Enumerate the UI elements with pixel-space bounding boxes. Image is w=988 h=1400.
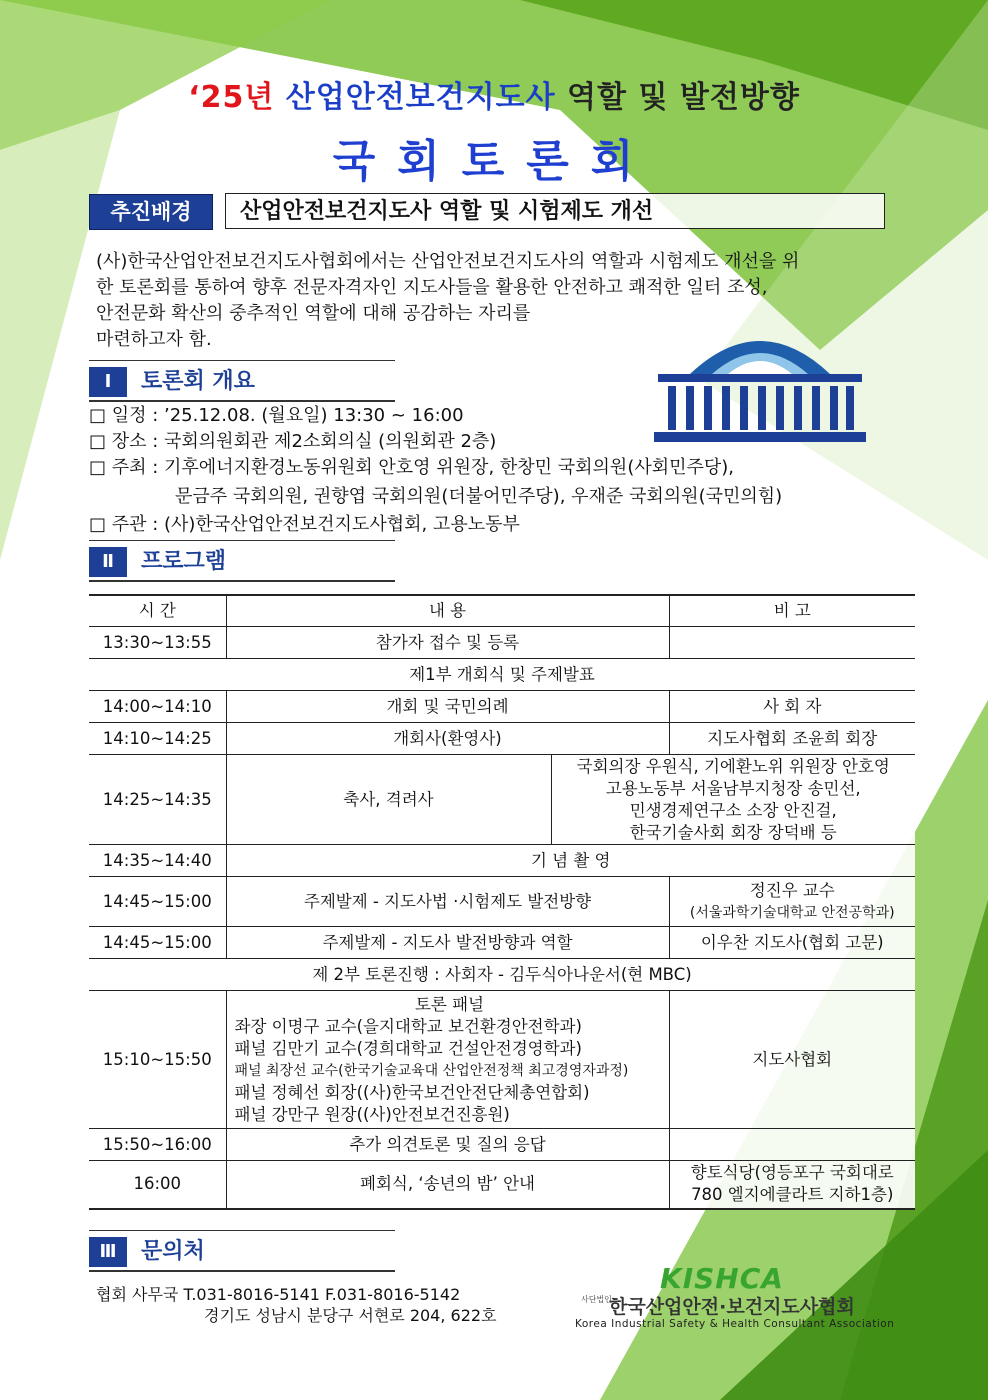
note-line: 향토식당(영등포구 국회대로 (690, 1163, 894, 1183)
table-row (89, 845, 915, 877)
background-heading: 산업안전보건지도사 역할 및 시험제도 개선 (225, 193, 885, 229)
info-host: □ 주최 : 기후에너지환경노동위원회 안호영 위원장, 한창민 국회의원(사회민주당), (89, 457, 735, 478)
table-row (89, 723, 915, 755)
part-title: 제 2부 토론진행 : 사회자 - 김두식아나운서(현 MBC) (89, 959, 915, 991)
time-cell: 14:45~15:00 (89, 927, 226, 959)
intro-line: 안전문화 확산의 중추적인 역할에 대해 공감하는 자리를 (96, 303, 531, 324)
poster-subtitle (0, 72, 988, 116)
divider (89, 1230, 395, 1231)
note-line: 민생경제연구소 소장 안진걸, (629, 800, 837, 820)
logo-sub: 사단법인 (581, 1295, 612, 1304)
contact-address: 경기도 성남시 분당구 서현로 204, 622호 (204, 1306, 497, 1325)
note-line: 고용노동부 서울남부지청장 송민선, (605, 778, 861, 798)
table-row (89, 991, 915, 1129)
column-header: 내 용 (226, 595, 669, 627)
page-title: 국회토론회 (332, 136, 656, 187)
section-title: 문의처 (141, 1239, 205, 1264)
divider (89, 400, 395, 402)
time-cell: 14:00~14:10 (89, 691, 226, 723)
note-cell: 이우찬 지도사(협회 고문) (669, 927, 915, 959)
note-cell (669, 1161, 915, 1209)
panel-cell (226, 991, 669, 1129)
time-cell: 16:00 (89, 1161, 226, 1209)
intro-line: 마련하고자 함. (96, 329, 212, 350)
note-line: 국회의장 우원식, 기에환노위 위원장 안호영 (576, 756, 890, 776)
note-cell: 사 회 자 (669, 691, 915, 723)
content-cell: 주제발제 - 지도사법 ·시험제도 발전방향 (226, 877, 669, 927)
subtitle-rest: 역할 및 발전방향 (567, 80, 800, 115)
intro-line: (사)한국산업안전보건지도사협회에서는 산업안전보건지도사의 역할과 시험제도 개선을 위 (96, 251, 800, 272)
time-cell: 13:30~13:55 (89, 627, 226, 659)
content-cell: 참가자 접수 및 등록 (226, 627, 669, 659)
panel-member: 패널 최장선 교수(한국기술교육대 산업안전정책 최고경영자과정) (234, 1062, 629, 1079)
logo-english-name: Korea Industrial Safety & Health Consultant Association (575, 1318, 895, 1330)
content-cell: 개회 및 국민의례 (226, 691, 669, 723)
time-cell: 15:50~16:00 (89, 1129, 226, 1161)
program-table (89, 594, 915, 1210)
info-organizer: □ 주관 : (사)한국산업안전보건지도사협회, 고용노동부 (89, 514, 520, 535)
content-cell: 주제발제 - 지도사 발전방향과 역할 (226, 927, 669, 959)
content-cell: 축사, 격려사 (226, 755, 551, 845)
divider (89, 540, 395, 541)
note-line: (서울과학기술대학교 안전공학과) (689, 904, 895, 921)
part-row (89, 959, 915, 991)
time-cell: 14:35~14:40 (89, 845, 226, 877)
section-number: Ⅲ (89, 1237, 127, 1267)
panel-member: 패널 김만기 교수(경희대학교 건설안전경영학과) (234, 1038, 582, 1058)
national-assembly-icon (650, 326, 870, 446)
logo-mark: KISHCA (660, 1262, 784, 1295)
note-cell (669, 627, 915, 659)
content-cell: 개회사(환영사) (226, 723, 669, 755)
table-row (89, 691, 915, 723)
time-cell: 14:25~14:35 (89, 755, 226, 845)
section-title: 토론회 개요 (141, 369, 255, 394)
table-row (89, 927, 915, 959)
table-row (89, 1161, 915, 1209)
intro-line: 한 토론회를 통하여 향후 전문자격자인 지도사들을 활용한 안전하고 쾌적한 일터 조성, (96, 277, 768, 298)
panel-title: 토론 패널 (414, 994, 484, 1014)
content-cell: 추가 의견토론 및 질의 응답 (226, 1129, 669, 1161)
note-line: 780 엘지에클라트 지하1층) (691, 1185, 894, 1205)
column-header: 비 고 (669, 595, 915, 627)
table-header-row (89, 595, 915, 627)
table-row (89, 755, 915, 845)
note-cell (669, 1129, 915, 1161)
note-cell: 지도사협회 조윤희 회장 (669, 723, 915, 755)
info-date: □ 일정 : ’25.12.08. (월요일) 13:30 ~ 16:00 (89, 405, 464, 426)
divider (89, 1270, 395, 1272)
table-row (89, 627, 915, 659)
kishca-logo (575, 1262, 905, 1332)
note-cell: 지도사협회 (669, 991, 915, 1129)
time-cell: 14:45~15:00 (89, 877, 226, 927)
background-label: 추진배경 (89, 194, 213, 230)
time-cell: 15:10~15:50 (89, 991, 226, 1129)
part-row (89, 659, 915, 691)
column-header: 시 간 (89, 595, 226, 627)
section-number: Ⅱ (89, 547, 127, 577)
year-text: ‘25년 (188, 80, 275, 115)
part-title: 제1부 개회식 및 주제발표 (89, 659, 915, 691)
note-line: 한국기술사회 회장 장덕배 등 (629, 822, 837, 842)
divider (89, 360, 395, 361)
contact-phone: 협회 사무국 T.031-8016-5141 F.031-8016-5142 (96, 1285, 461, 1304)
content-cell: 기 념 촬 영 (226, 845, 915, 877)
subject-text: 산업안전보건지도사 (285, 80, 556, 115)
panel-member: 패널 정혜선 회장((사)한국보건안전단체총연합회) (234, 1082, 590, 1102)
time-cell: 14:10~14:25 (89, 723, 226, 755)
table-row (89, 877, 915, 927)
content-cell: 폐회식, ‘송년의 밤’ 안내 (226, 1161, 669, 1209)
table-row (89, 1129, 915, 1161)
panel-member: 패널 강만구 원장((사)안전보건진흥원) (234, 1104, 510, 1124)
info-host-cont: 문금주 국회의원, 권향엽 국회의원(더불어민주당), 우재준 국회의원(국민의힘) (175, 486, 783, 507)
note-cell (669, 877, 915, 927)
note-line: 정진우 교수 (749, 880, 835, 900)
divider (89, 580, 395, 582)
section-title: 프로그램 (141, 549, 227, 574)
note-cell (551, 755, 915, 845)
panel-member: 좌장 이명구 교수(을지대학교 보건환경안전학과) (234, 1016, 582, 1036)
info-place: □ 장소 : 국회의원회관 제2소회의실 (의원회관 2층) (89, 431, 497, 452)
section-number: Ⅰ (89, 367, 127, 397)
logo-korean-name: 한국산업안전·보건지도사협회 (609, 1296, 855, 1318)
